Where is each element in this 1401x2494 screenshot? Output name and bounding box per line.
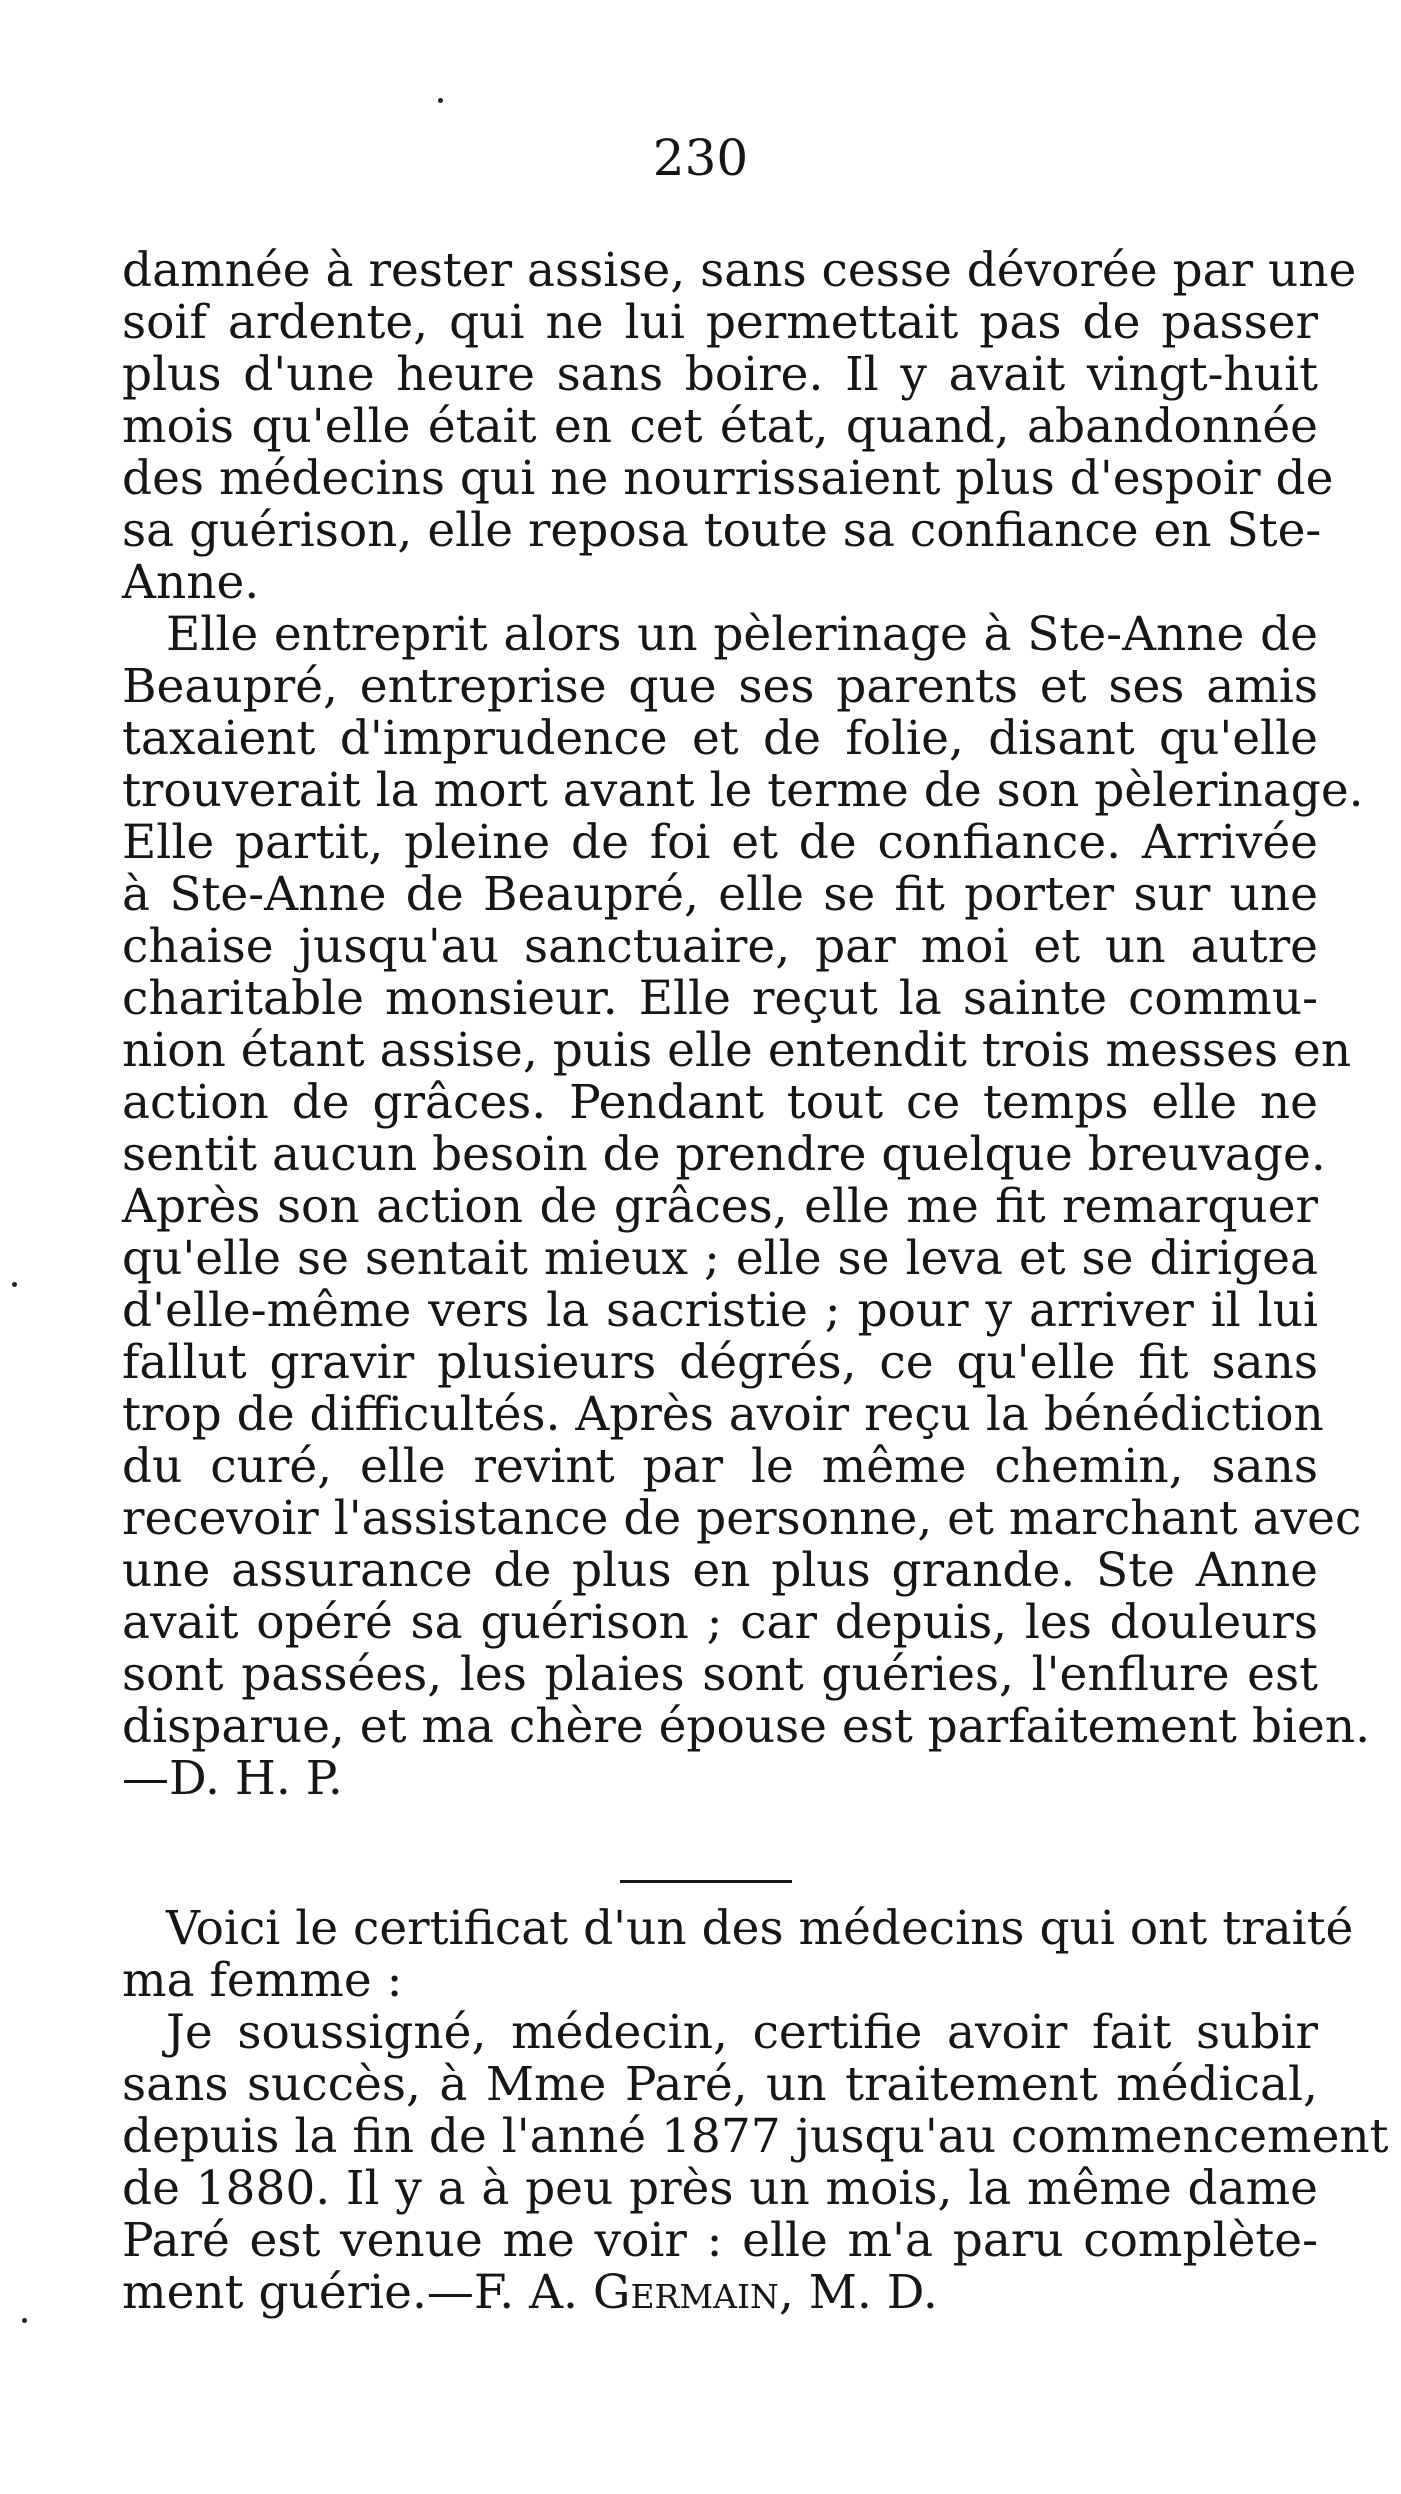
physician-name: Germain <box>592 2265 779 2320</box>
text-line: trop de difficultés. Après avoir reçu la bénédiction <box>122 1387 1324 1442</box>
text-line: charitable monsieur. Elle reçut la sainte commu- <box>122 971 1318 1026</box>
signature-prefix: ment guérie.—F. A. <box>122 2265 593 2320</box>
text-line: sentit aucun besoin de prendre quelque breuvage. <box>122 1127 1326 1182</box>
text-line: soif ardente, qui ne lui permettait pas de passer <box>122 295 1318 350</box>
text-line: ma femme : <box>122 1953 403 2008</box>
scan-speck <box>22 2318 27 2323</box>
text-line: Beaupré, entreprise que ses parents et ses amis <box>122 659 1318 714</box>
text-line: Elle partit, pleine de foi et de confiance. Arrivée <box>122 815 1318 870</box>
text-line: une assurance de plus en plus grande. Ste Anne <box>122 1543 1318 1598</box>
text-line: Paré est venue me voir : elle m'a paru complète- <box>122 2213 1318 2268</box>
text-line: du curé, elle revint par le même chemin, sans <box>122 1439 1318 1494</box>
text-line: sont passées, les plaies sont guéries, l'enflure est <box>122 1647 1318 1702</box>
text-line: Après son action de grâces, elle me fit remarquer <box>122 1179 1318 1234</box>
text-line: avait opéré sa guérison ; car depuis, les douleurs <box>122 1595 1318 1650</box>
text-line: Anne. <box>122 555 260 610</box>
text-line: recevoir l'assistance de personne, et marchant avec <box>122 1491 1362 1546</box>
text-line: des médecins qui ne nourrissaient plus d'espoir de <box>122 451 1334 506</box>
text-line: disparue, et ma chère épouse est parfaitement bien. <box>122 1699 1371 1754</box>
text-line: sans succès, à Mme Paré, un traitement médical, <box>122 2057 1318 2112</box>
text-line: à Ste-Anne de Beaupré, elle se fit porter sur une <box>122 867 1318 922</box>
text-line: chaise jusqu'au sanctuaire, par moi et un autre <box>122 919 1318 974</box>
text-line: mois qu'elle était en cet état, quand, abandonnée <box>122 399 1318 454</box>
signature-initials: —D. H. P. <box>122 1751 343 1806</box>
section-divider <box>620 1880 792 1883</box>
text-line: sa guérison, elle reposa toute sa confiance en Ste- <box>122 503 1322 558</box>
text-line: depuis la fin de l'anné 1877 jusqu'au commencement <box>122 2109 1389 2164</box>
text-line: qu'elle se sentait mieux ; elle se leva et se dirigea <box>122 1231 1318 1286</box>
scan-speck <box>12 1282 17 1287</box>
text-line: de 1880. Il y a à peu près un mois, la même dame <box>122 2161 1318 2216</box>
text-line: Elle entreprit alors un pèlerinage à Ste-Anne de <box>166 607 1318 662</box>
text-line: Voici le certificat d'un des médecins qui ont traité <box>166 1901 1354 1956</box>
text-line: fallut gravir plusieurs dégrés, ce qu'elle fit sans <box>122 1335 1318 1390</box>
text-line: d'elle-même vers la sacristie ; pour y arriver il lui <box>122 1283 1318 1338</box>
text-line: nion étant assise, puis elle entendit trois messes en <box>122 1023 1352 1078</box>
page-number: 230 <box>652 129 749 187</box>
text-line: Je soussigné, médecin, certifie avoir fait subir <box>166 2005 1318 2060</box>
text-line: trouverait la mort avant le terme de son pèlerinage. <box>122 763 1364 818</box>
signature-suffix: , M. D. <box>778 2265 938 2320</box>
text-line: plus d'une heure sans boire. Il y avait vingt-huit <box>122 347 1318 402</box>
scan-speck <box>438 98 443 103</box>
text-line: action de grâces. Pendant tout ce temps elle ne <box>122 1075 1318 1130</box>
text-line: taxaient d'imprudence et de folie, disant qu'elle <box>122 711 1318 766</box>
certificate-signature-line <box>122 2267 1318 2319</box>
text-line: damnée à rester assise, sans cesse dévorée par une <box>122 243 1357 298</box>
